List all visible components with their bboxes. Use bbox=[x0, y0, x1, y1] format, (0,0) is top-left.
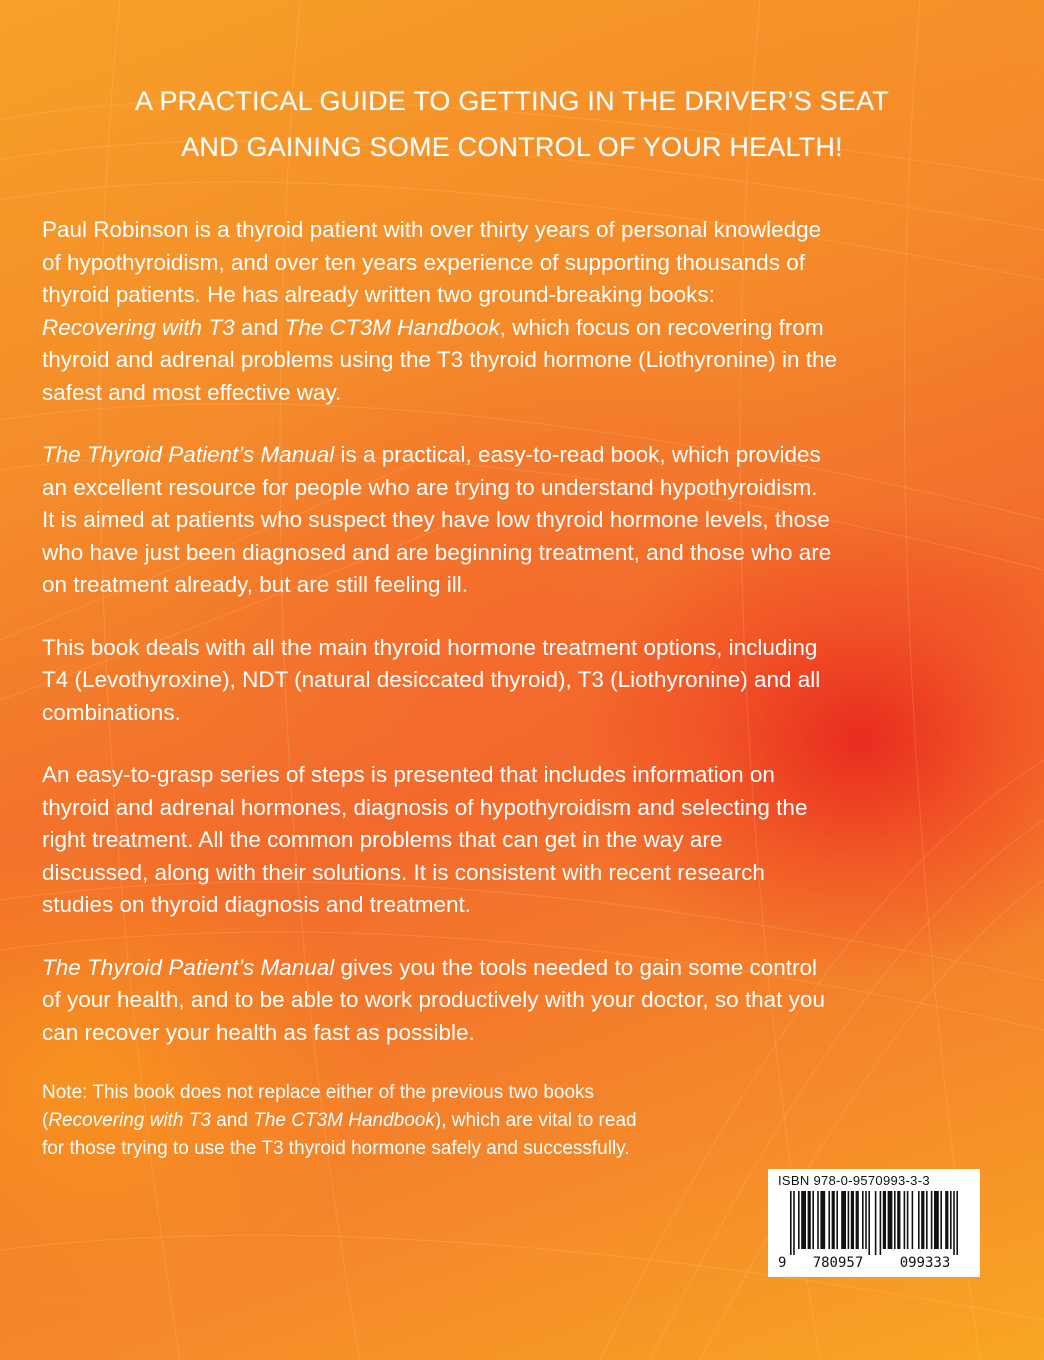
para-line: thyroid and adrenal problems using the T3 thyroid hormone (Liothyronine) in the bbox=[42, 347, 838, 372]
barcode-bar bbox=[875, 1191, 877, 1255]
para-line: right treatment. All the common problems that can get in the way are bbox=[42, 827, 723, 852]
barcode-bar bbox=[918, 1191, 920, 1249]
text-fragment: gives you the tools needed to gain some control bbox=[334, 954, 818, 980]
barcode-bar bbox=[883, 1191, 886, 1249]
para-line: combinations. bbox=[42, 699, 181, 725]
barcode-bar bbox=[848, 1191, 850, 1249]
para-line: of hypothyroidism, and over ten years experience of supporting thousands of bbox=[42, 249, 805, 275]
barcode-bar bbox=[868, 1191, 870, 1255]
barcode-bar bbox=[888, 1191, 893, 1249]
text-fragment: ( bbox=[42, 1110, 49, 1131]
barcode-bar bbox=[934, 1191, 939, 1249]
book-title: The Thyroid Patient’s Manual bbox=[42, 954, 335, 980]
barcode-bar bbox=[817, 1191, 819, 1249]
barcode-bar bbox=[790, 1191, 792, 1255]
barcode-bar bbox=[812, 1191, 814, 1249]
barcode-bar bbox=[841, 1191, 846, 1249]
barcode-bar bbox=[950, 1191, 952, 1249]
note-line bbox=[42, 1107, 762, 1135]
barcode-digits-left: 780957 bbox=[812, 1255, 864, 1271]
para-line: an excellent resource for people who are trying to understand hypothyroidism. bbox=[42, 474, 818, 500]
book-description-paragraph bbox=[42, 439, 982, 602]
para-line bbox=[42, 312, 982, 345]
barcode-digits bbox=[778, 1255, 970, 1271]
barcode-bar bbox=[956, 1191, 958, 1255]
para-line: This book deals with all the main thyroid hormone treatment options, including bbox=[42, 634, 818, 660]
barcode-bar bbox=[894, 1191, 896, 1249]
barcode-bar bbox=[820, 1191, 825, 1249]
tools-paragraph bbox=[42, 952, 982, 1050]
para-line: Paul Robinson is a thyroid patient with over thirty years of personal knowledge bbox=[42, 217, 822, 242]
headline bbox=[42, 78, 982, 170]
barcode-bars bbox=[778, 1191, 970, 1255]
para-line: discussed, along with their solutions. It is consistent with recent research bbox=[42, 859, 765, 885]
barcode-bar bbox=[862, 1191, 864, 1249]
barcode-bar bbox=[808, 1191, 811, 1249]
barcode-bar bbox=[931, 1191, 933, 1249]
note-line: for those trying to use the T3 thyroid hormone safely and successfully. bbox=[42, 1138, 630, 1159]
barcode-bar bbox=[897, 1191, 900, 1249]
para-line: It is aimed at patients who suspect they have low thyroid hormone levels, those bbox=[42, 507, 830, 532]
para-line: safest and most effective way. bbox=[42, 379, 342, 405]
text-fragment: ), which are vital to read bbox=[434, 1110, 637, 1131]
book-title: Recovering with T3 bbox=[42, 314, 235, 340]
author-paragraph bbox=[42, 214, 982, 409]
headline-line-2: AND GAINING SOME CONTROL OF YOUR HEALTH! bbox=[181, 132, 843, 162]
para-line: An easy-to-grasp series of steps is presented that includes information on bbox=[42, 762, 775, 787]
barcode-bar bbox=[828, 1191, 830, 1249]
para-line: can recover your health as fast as possible. bbox=[42, 1019, 475, 1045]
barcode-bar bbox=[926, 1191, 928, 1249]
para-line: of your health, and to be able to work productively with your doctor, so that you bbox=[42, 987, 825, 1012]
para-line bbox=[42, 952, 982, 985]
barcode-digit-first: 9 bbox=[778, 1255, 787, 1271]
barcode-bar bbox=[940, 1191, 942, 1249]
barcode-bar bbox=[851, 1191, 854, 1249]
barcode-bar bbox=[953, 1191, 955, 1255]
text-fragment: and bbox=[234, 314, 285, 340]
para-line: thyroid and adrenal hormones, diagnosis of hypothyroidism and selecting the bbox=[42, 794, 808, 820]
barcode-bar bbox=[793, 1191, 795, 1255]
barcode-bar bbox=[798, 1191, 800, 1249]
barcode-bar bbox=[904, 1191, 906, 1249]
text-fragment: , which focus on recovering from bbox=[499, 314, 824, 340]
para-line: thyroid patients. He has already written two ground-breaking books: bbox=[42, 282, 715, 307]
note-line: Note: This book does not replace either of the previous two books bbox=[42, 1082, 595, 1103]
text-fragment: is a practical, easy-to-read book, which provides bbox=[334, 442, 821, 467]
para-line: on treatment already, but are still feeling ill. bbox=[42, 572, 469, 597]
barcode-bar bbox=[880, 1191, 882, 1255]
barcode-bar bbox=[865, 1191, 867, 1249]
barcode-bar bbox=[836, 1191, 838, 1249]
barcode-bar bbox=[856, 1191, 859, 1249]
para-line bbox=[42, 439, 982, 472]
book-title: The CT3M Handbook bbox=[284, 314, 500, 340]
para-line: studies on thyroid diagnosis and treatment. bbox=[42, 892, 472, 917]
para-line: T4 (Levothyroxine), NDT (natural desiccated thyroid), T3 (Liothyronine) and all bbox=[42, 667, 821, 692]
barcode-bar bbox=[921, 1191, 924, 1249]
barcode-bar bbox=[945, 1191, 948, 1249]
barcode-digits-right: 099333 bbox=[899, 1255, 951, 1271]
book-title: The Thyroid Patient’s Manual bbox=[42, 442, 335, 467]
book-title: The CT3M Handbook bbox=[253, 1110, 435, 1131]
barcode-bar bbox=[832, 1191, 835, 1249]
text-fragment: and bbox=[210, 1110, 254, 1131]
barcode-bar bbox=[907, 1191, 909, 1249]
isbn-barcode bbox=[768, 1169, 980, 1277]
steps-paragraph bbox=[42, 759, 982, 922]
book-title: Recovering with T3 bbox=[48, 1110, 211, 1131]
note-paragraph bbox=[42, 1079, 762, 1163]
para-line: who have just been diagnosed and are beginning treatment, and those who are bbox=[42, 539, 832, 565]
barcode-bar bbox=[912, 1191, 914, 1249]
treatment-options-paragraph bbox=[42, 632, 982, 730]
cover-text bbox=[42, 78, 982, 1163]
barcode-bar bbox=[801, 1191, 806, 1249]
isbn-label: ISBN 978-0-9570993-3-3 bbox=[778, 1173, 930, 1188]
headline-line-1: A PRACTICAL GUIDE TO GETTING IN THE DRIVER’S SEAT bbox=[135, 86, 889, 116]
